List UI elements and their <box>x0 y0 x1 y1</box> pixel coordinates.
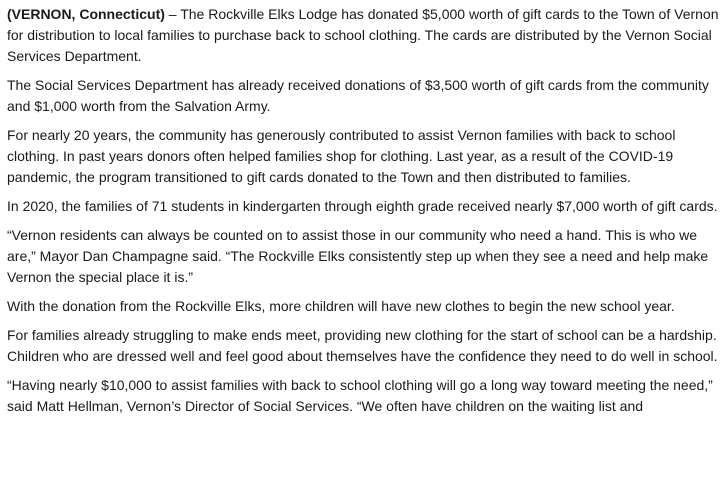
paragraph-director-quote: “Having nearly $10,000 to assist families with back to school clothing will go a long way toward meeting the need,” said Matt Hellman, Vernon’s Director of Social Services. “We often have children on the waiting list and <box>7 377 713 414</box>
lead-text: – The Rockville Elks Lodge has donated $5,000 worth of gift cards to the Town of Vernon for distribution to local families to purchase back to school clothing. The cards are distributed by the Vernon Social Services Department. <box>7 6 719 64</box>
dateline: (VERNON, Connecticut) <box>7 6 165 22</box>
paragraph-mayor-quote: “Vernon residents can always be counted on to assist those in our community who need a hand. This is who we are,” Mayor Dan Champagne said. “The Rockville Elks consistently step up when they see a need and help make Vernon the special place it is.” <box>7 227 709 285</box>
paragraph-history: For nearly 20 years, the community has generously contributed to assist Vernon families with back to school clothing. In past years donors often helped families shop for clothing. Last year, as a result of the COVID-19 pandemic, the program transitioned to gift cards donated to the Town and then distributed to families. <box>7 127 676 185</box>
paragraph-elks-donation: With the donation from the Rockville Elks, more children will have new clothes to begin the new school year. <box>7 298 675 314</box>
paragraph-2020-stats: In 2020, the families of 71 students in kindergarten through eighth grade received nearly $7,000 worth of gift cards. <box>7 198 718 214</box>
paragraph-donations: The Social Services Department has already received donations of $3,500 worth of gift cards from the community and $1,000 worth from the Salvation Army. <box>7 77 709 114</box>
lead-paragraph <box>7 4 719 67</box>
paragraph-hardship: For families already struggling to make ends meet, providing new clothing for the start of school can be a hardship. Children who are dressed well and feel good about themselves have the confidence they need to do well in school. <box>7 327 718 364</box>
press-release-body <box>7 4 719 425</box>
